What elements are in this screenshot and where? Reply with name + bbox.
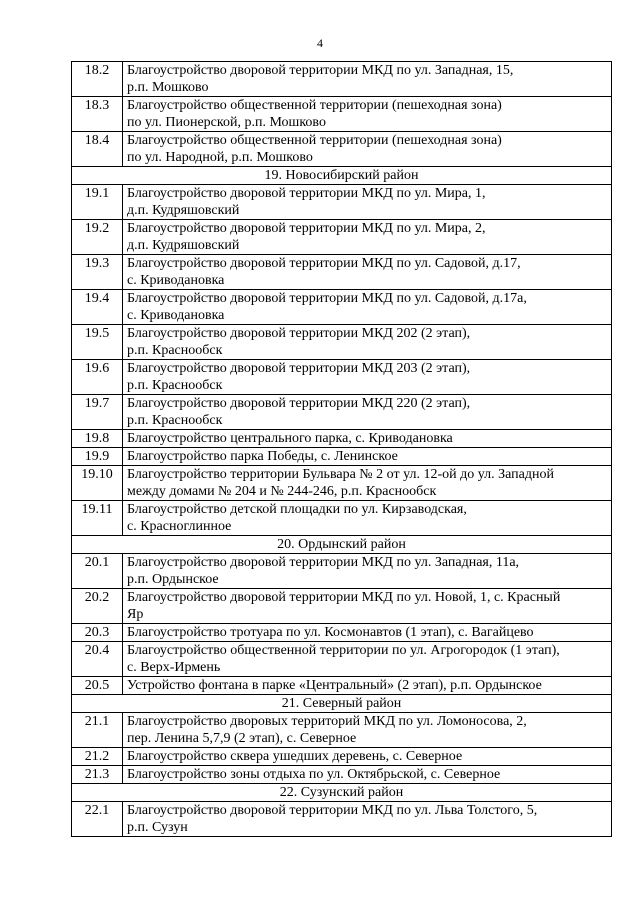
table-row <box>72 642 612 677</box>
description-line: Благоустройство общественной территории (пешеходная зона) <box>127 133 502 148</box>
description-line: Благоустройство сквера ушедших деревень, с. Северное <box>127 749 463 764</box>
table-row <box>72 677 612 695</box>
item-description <box>123 624 612 642</box>
table-row <box>72 748 612 766</box>
item-description <box>123 430 612 448</box>
table-row <box>72 554 612 589</box>
table-row <box>72 430 612 448</box>
description-line: Яр <box>127 607 144 622</box>
item-number: 18.2 <box>72 62 123 97</box>
description-line: Благоустройство дворовой территории МКД по ул. Садовой, д.17, <box>127 256 521 271</box>
item-description <box>123 220 612 255</box>
item-number: 20.5 <box>72 677 123 695</box>
table-row <box>72 62 612 97</box>
description-line: Устройство фонтана в парке «Центральный» (2 этап), р.п. Ордынское <box>127 678 542 693</box>
item-number: 21.2 <box>72 748 123 766</box>
item-number: 19.11 <box>72 501 123 536</box>
item-number: 19.10 <box>72 466 123 501</box>
description-line: Благоустройство дворовой территории МКД по ул. Садовой, д.17а, <box>127 291 527 306</box>
item-number: 19.5 <box>72 325 123 360</box>
description-line: р.п. Краснообск <box>127 378 223 393</box>
item-description <box>123 185 612 220</box>
item-number: 19.8 <box>72 430 123 448</box>
description-line: Благоустройство центрального парка, с. Криводановка <box>127 431 453 446</box>
item-description <box>123 713 612 748</box>
item-number: 19.4 <box>72 290 123 325</box>
item-number: 21.1 <box>72 713 123 748</box>
section-title: 19. Новосибирский район <box>72 167 612 185</box>
description-line: Благоустройство дворовых территорий МКД по ул. Ломоносова, 2, <box>127 714 527 729</box>
section-title: 22. Сузунский район <box>72 784 612 802</box>
description-line: Благоустройство территории Бульвара № 2 от ул. 12-ой до ул. Западной <box>127 467 554 482</box>
description-line: между домами № 204 и № 244-246, р.п. Краснообск <box>127 484 437 499</box>
table-row <box>72 802 612 837</box>
page-number: 4 <box>317 36 323 50</box>
description-line: Благоустройство дворовой территории МКД по ул. Западная, 15, <box>127 63 514 78</box>
table-row <box>72 448 612 466</box>
table-row <box>72 185 612 220</box>
section-header-row <box>72 784 612 802</box>
item-description <box>123 677 612 695</box>
item-description <box>123 748 612 766</box>
description-line: Благоустройство дворовой территории МКД по ул. Мира, 1, <box>127 186 486 201</box>
description-line: д.п. Кудряшовский <box>127 238 240 253</box>
item-number: 21.3 <box>72 766 123 784</box>
section-header-row <box>72 695 612 713</box>
table-row <box>72 466 612 501</box>
table-row <box>72 395 612 430</box>
description-line: Благоустройство дворовой территории МКД по ул. Западная, 11а, <box>127 555 520 570</box>
item-number: 18.4 <box>72 132 123 167</box>
description-line: Благоустройство дворовой территории МКД 202 (2 этап), <box>127 326 471 341</box>
projects-table <box>71 61 612 837</box>
section-title: 21. Северный район <box>72 695 612 713</box>
section-header-row <box>72 536 612 554</box>
description-line: Благоустройство детской площадки по ул. Кирзаводская, <box>127 502 467 517</box>
table-row <box>72 360 612 395</box>
item-description <box>123 802 612 837</box>
item-description <box>123 501 612 536</box>
description-line: Благоустройство общественной территории (пешеходная зона) <box>127 98 502 113</box>
item-number: 20.1 <box>72 554 123 589</box>
item-description <box>123 395 612 430</box>
item-description <box>123 642 612 677</box>
description-line: р.п. Мошково <box>127 80 209 95</box>
description-line: р.п. Ордынское <box>127 572 219 587</box>
item-description <box>123 62 612 97</box>
description-line: д.п. Кудряшовский <box>127 203 240 218</box>
item-number: 19.3 <box>72 255 123 290</box>
description-line: по ул. Пионерской, р.п. Мошково <box>127 115 326 130</box>
section-header-row <box>72 167 612 185</box>
description-line: Благоустройство дворовой территории МКД по ул. Новой, 1, с. Красный <box>127 590 561 605</box>
description-line: по ул. Народной, р.п. Мошково <box>127 150 313 165</box>
description-line: р.п. Краснообск <box>127 413 223 428</box>
table-row <box>72 97 612 132</box>
item-description <box>123 589 612 624</box>
table-row <box>72 501 612 536</box>
item-description <box>123 466 612 501</box>
item-description <box>123 766 612 784</box>
table-row <box>72 624 612 642</box>
item-description <box>123 132 612 167</box>
item-description <box>123 554 612 589</box>
item-description <box>123 97 612 132</box>
description-line: Благоустройство дворовой территории МКД 220 (2 этап), <box>127 396 471 411</box>
item-number: 22.1 <box>72 802 123 837</box>
item-number: 20.3 <box>72 624 123 642</box>
table-row <box>72 713 612 748</box>
description-line: р.п. Сузун <box>127 820 188 835</box>
section-title: 20. Ордынский район <box>72 536 612 554</box>
description-line: пер. Ленина 5,7,9 (2 этап), с. Северное <box>127 731 357 746</box>
table-row <box>72 132 612 167</box>
item-number: 20.2 <box>72 589 123 624</box>
description-line: Благоустройство общественной территории по ул. Агрогородок (1 этап), <box>127 643 560 658</box>
description-line: Благоустройство парка Победы, с. Ленинское <box>127 449 398 464</box>
item-number: 19.2 <box>72 220 123 255</box>
item-number: 19.9 <box>72 448 123 466</box>
item-number: 20.4 <box>72 642 123 677</box>
description-line: Благоустройство дворовой территории МКД по ул. Льва Толстого, 5, <box>127 803 538 818</box>
projects-table-body <box>72 62 612 837</box>
item-number: 19.7 <box>72 395 123 430</box>
table-row <box>72 589 612 624</box>
description-line: Благоустройство дворовой территории МКД 203 (2 этап), <box>127 361 471 376</box>
description-line: Благоустройство дворовой территории МКД по ул. Мира, 2, <box>127 221 486 236</box>
item-description <box>123 325 612 360</box>
table-row <box>72 255 612 290</box>
table-row <box>72 290 612 325</box>
item-number: 18.3 <box>72 97 123 132</box>
item-description <box>123 448 612 466</box>
description-line: Благоустройство зоны отдыха по ул. Октябрьской, с. Северное <box>127 767 501 782</box>
item-description <box>123 360 612 395</box>
description-line: Благоустройство тротуара по ул. Космонавтов (1 этап), с. Вагайцево <box>127 625 534 640</box>
table-row <box>72 325 612 360</box>
item-number: 19.1 <box>72 185 123 220</box>
description-line: с. Криводановка <box>127 308 225 323</box>
item-description <box>123 255 612 290</box>
description-line: с. Верх-Ирмень <box>127 660 221 675</box>
description-line: с. Криводановка <box>127 273 225 288</box>
item-description <box>123 290 612 325</box>
table-row <box>72 220 612 255</box>
description-line: с. Красноглинное <box>127 519 232 534</box>
item-number: 19.6 <box>72 360 123 395</box>
description-line: р.п. Краснообск <box>127 343 223 358</box>
table-row <box>72 766 612 784</box>
